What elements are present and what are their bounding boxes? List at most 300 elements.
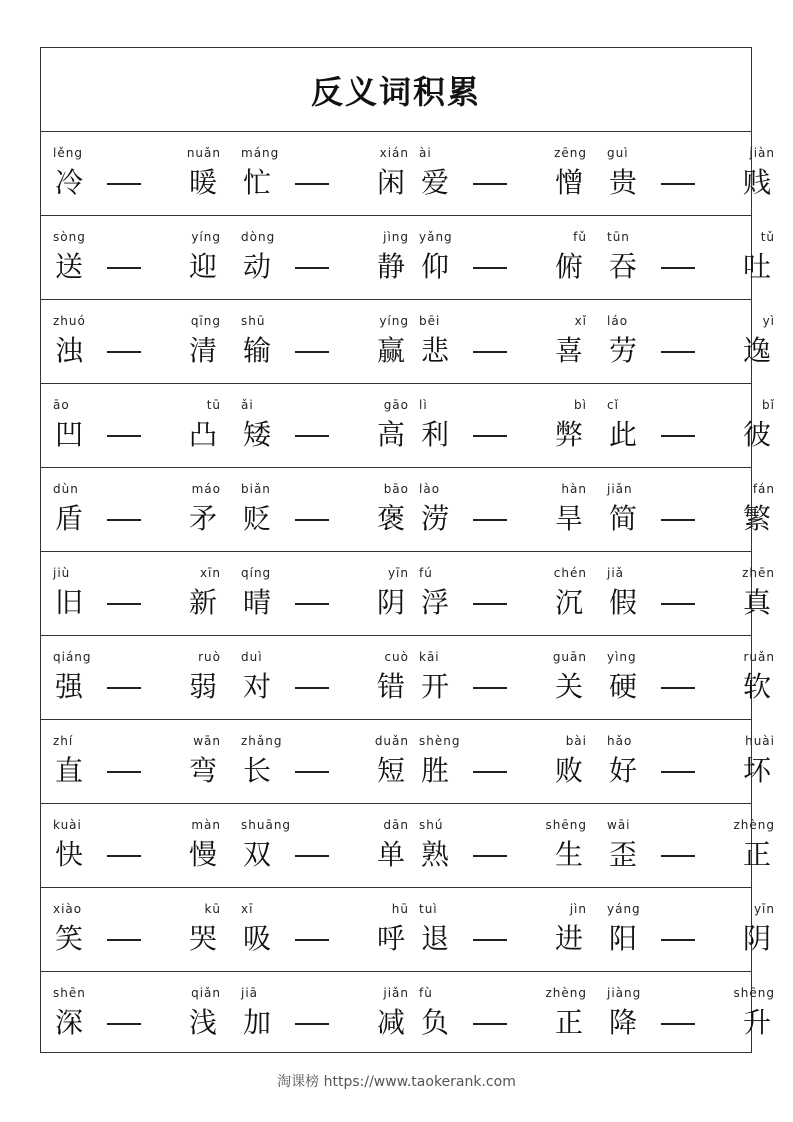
hanzi-character: 强 [54, 670, 83, 703]
hanzi-character: 胜 [420, 754, 449, 787]
pinyin-label: dān [383, 818, 409, 832]
hanzi-character: 清 [188, 334, 217, 367]
pinyin-label: shuāng [241, 818, 292, 832]
pinyin-label: yì [762, 314, 775, 328]
antonym-pair [47, 720, 225, 803]
hanzi-character: 动 [242, 250, 271, 283]
antonym-pair [601, 888, 779, 971]
right-word [369, 468, 413, 551]
right-word [735, 720, 779, 803]
antonym-row [41, 300, 775, 384]
pinyin-label: zhǎng [241, 734, 283, 748]
hanzi-character: 此 [608, 418, 637, 451]
hanzi-character: 输 [242, 334, 271, 367]
left-word [235, 552, 279, 635]
hanzi-character: 阳 [608, 922, 637, 955]
pinyin-label: zhèng [545, 986, 587, 1000]
pinyin-label: jiàn [749, 146, 775, 160]
pinyin-label: ǎi [241, 398, 254, 412]
pinyin-label: máo [191, 482, 221, 496]
pinyin-label: zēng [554, 146, 587, 160]
left-word [601, 888, 645, 971]
antonym-pair [413, 552, 591, 635]
right-word [735, 384, 779, 467]
pinyin-label: bēi [419, 314, 441, 328]
pinyin-label: sòng [53, 230, 86, 244]
hanzi-character: 升 [742, 1006, 771, 1039]
hanzi-character: 高 [376, 418, 405, 451]
left-word [413, 468, 457, 551]
antonym-pair [47, 132, 225, 215]
hanzi-character: 浊 [54, 334, 83, 367]
right-word [547, 636, 591, 719]
right-word [369, 300, 413, 383]
pinyin-label: zhēn [742, 566, 775, 580]
pinyin-label: wāi [607, 818, 631, 832]
pinyin-label: huài [745, 734, 775, 748]
hanzi-character: 吸 [242, 922, 271, 955]
left-word [47, 132, 91, 215]
hanzi-character: 贬 [242, 502, 271, 535]
dash-separator [107, 804, 141, 887]
pinyin-label: yīn [387, 566, 409, 580]
dash-separator [473, 636, 507, 719]
pinyin-label: hǎo [607, 734, 633, 748]
dash-separator [661, 384, 695, 467]
hanzi-character: 劳 [608, 334, 637, 367]
hanzi-character: 对 [242, 670, 271, 703]
pinyin-label: qiǎn [191, 986, 221, 1000]
antonym-pair [235, 888, 413, 971]
pinyin-label: bǐ [762, 398, 775, 412]
left-word [47, 552, 91, 635]
dash-separator [473, 804, 507, 887]
dash-separator [295, 468, 329, 551]
antonym-pair [601, 636, 779, 719]
antonym-pair [413, 720, 591, 803]
pinyin-label: xǐ [574, 314, 587, 328]
hanzi-character: 错 [376, 670, 405, 703]
pinyin-label: gāo [383, 398, 409, 412]
dash-separator [107, 468, 141, 551]
antonym-pair [601, 552, 779, 635]
dash-separator [661, 216, 695, 299]
dash-separator [661, 972, 695, 1055]
left-word [47, 300, 91, 383]
hanzi-character: 深 [54, 1006, 83, 1039]
left-word [235, 300, 279, 383]
hanzi-character: 繁 [742, 502, 771, 535]
hanzi-character: 败 [554, 754, 583, 787]
hanzi-character: 长 [242, 754, 271, 787]
right-word [547, 972, 591, 1055]
antonym-pair [601, 468, 779, 551]
hanzi-character: 冷 [54, 166, 83, 199]
dash-separator [295, 720, 329, 803]
pinyin-label: xī [241, 902, 254, 916]
antonym-row [41, 468, 775, 552]
pinyin-label: ruò [198, 650, 221, 664]
left-word [601, 132, 645, 215]
antonym-pair [47, 300, 225, 383]
right-word [369, 132, 413, 215]
antonym-row [41, 216, 775, 300]
right-word [735, 636, 779, 719]
antonym-row [41, 384, 775, 468]
antonym-pair [235, 468, 413, 551]
pinyin-label: kuài [53, 818, 82, 832]
hanzi-character: 直 [54, 754, 83, 787]
pinyin-label: lěng [53, 146, 83, 160]
hanzi-character: 加 [242, 1006, 271, 1039]
hanzi-character: 仰 [420, 250, 449, 283]
worksheet [40, 47, 775, 1053]
left-word [601, 468, 645, 551]
hanzi-character: 俯 [554, 250, 583, 283]
pinyin-label: yìng [607, 650, 637, 664]
hanzi-character: 单 [376, 838, 405, 871]
left-word [413, 720, 461, 803]
hanzi-character: 减 [376, 1006, 405, 1039]
pinyin-label: bāo [383, 482, 409, 496]
hanzi-character: 闲 [376, 166, 405, 199]
antonym-grid [41, 132, 775, 1055]
left-word [47, 888, 91, 971]
left-word [47, 384, 91, 467]
pinyin-label: máng [241, 146, 280, 160]
hanzi-character: 褒 [376, 502, 405, 535]
pinyin-label: yáng [607, 902, 641, 916]
hanzi-character: 逸 [742, 334, 771, 367]
left-word [47, 216, 91, 299]
right-word [369, 384, 413, 467]
right-word [547, 888, 591, 971]
antonym-pair [601, 216, 779, 299]
left-word [601, 720, 645, 803]
hanzi-character: 忙 [242, 166, 271, 199]
dash-separator [661, 636, 695, 719]
pinyin-label: jìng [383, 230, 409, 244]
footer-watermark: 淘课榜 https://www.taokerank.com [277, 1074, 516, 1090]
pinyin-label: jiǎn [383, 986, 409, 1000]
antonym-pair [413, 216, 591, 299]
right-word [369, 804, 413, 887]
pinyin-label: zhí [53, 734, 74, 748]
pinyin-label: jiǎn [607, 482, 633, 496]
pinyin-label: tuì [419, 902, 438, 916]
pinyin-label: qíng [241, 566, 272, 580]
pinyin-label: lào [419, 482, 441, 496]
left-word [47, 468, 91, 551]
left-word [47, 804, 91, 887]
left-word [413, 132, 457, 215]
left-word [601, 552, 645, 635]
hanzi-character: 关 [554, 670, 583, 703]
dash-separator [661, 804, 695, 887]
left-word [235, 720, 283, 803]
antonym-pair [47, 888, 225, 971]
antonym-pair [235, 216, 413, 299]
hanzi-character: 软 [742, 670, 771, 703]
dash-separator [473, 972, 507, 1055]
right-word [181, 720, 225, 803]
hanzi-character: 慢 [188, 838, 217, 871]
pinyin-label: nuǎn [186, 146, 221, 160]
right-word [735, 132, 779, 215]
antonym-pair [601, 804, 779, 887]
dash-separator [295, 216, 329, 299]
right-word [735, 468, 779, 551]
right-word [181, 384, 225, 467]
dash-separator [295, 972, 329, 1055]
hanzi-character: 贵 [608, 166, 637, 199]
pinyin-label: jiā [241, 986, 259, 1000]
pinyin-label: shū [241, 314, 266, 328]
right-word [181, 804, 225, 887]
right-word [369, 888, 413, 971]
left-word [235, 468, 279, 551]
dash-separator [661, 132, 695, 215]
antonym-pair [235, 300, 413, 383]
left-word [601, 300, 645, 383]
left-word [235, 636, 279, 719]
antonym-pair [413, 972, 591, 1055]
right-word [547, 720, 591, 803]
antonym-row [41, 972, 775, 1055]
dash-separator [661, 468, 695, 551]
pinyin-label: ruǎn [743, 650, 775, 664]
hanzi-character: 降 [608, 1006, 637, 1039]
pinyin-label: tūn [607, 230, 630, 244]
hanzi-character: 迎 [188, 250, 217, 283]
pinyin-label: zhuó [53, 314, 86, 328]
dash-separator [473, 720, 507, 803]
dash-separator [107, 132, 141, 215]
hanzi-character: 开 [420, 670, 449, 703]
right-word [181, 468, 225, 551]
left-word [413, 804, 457, 887]
hanzi-character: 真 [742, 586, 771, 619]
antonym-pair [47, 216, 225, 299]
dash-separator [107, 300, 141, 383]
dash-separator [107, 552, 141, 635]
hanzi-character: 涝 [420, 502, 449, 535]
hanzi-character: 送 [54, 250, 83, 283]
dash-separator [295, 384, 329, 467]
dash-separator [295, 132, 329, 215]
right-word [547, 468, 591, 551]
hanzi-character: 正 [554, 1006, 583, 1039]
hanzi-character: 晴 [242, 586, 271, 619]
pinyin-label: lì [419, 398, 428, 412]
pinyin-label: shēng [545, 818, 587, 832]
pinyin-label: shèng [419, 734, 461, 748]
pinyin-label: yǎng [419, 230, 453, 244]
antonym-pair [413, 300, 591, 383]
antonym-row [41, 636, 775, 720]
left-word [601, 804, 645, 887]
left-word [235, 132, 279, 215]
left-word [601, 636, 645, 719]
antonym-pair [235, 972, 413, 1055]
antonym-pair [47, 552, 225, 635]
hanzi-character: 赢 [376, 334, 405, 367]
right-word [181, 216, 225, 299]
right-word [547, 216, 591, 299]
pinyin-label: jìn [569, 902, 587, 916]
antonym-row [41, 552, 775, 636]
dash-separator [107, 972, 141, 1055]
hanzi-character: 进 [554, 922, 583, 955]
right-word [181, 888, 225, 971]
hanzi-character: 假 [608, 586, 637, 619]
hanzi-character: 浮 [420, 586, 449, 619]
pinyin-label: ài [419, 146, 432, 160]
pinyin-label: shēng [733, 986, 775, 1000]
left-word [413, 300, 457, 383]
right-word [735, 216, 779, 299]
hanzi-character: 硬 [608, 670, 637, 703]
left-word [235, 888, 279, 971]
right-word [735, 972, 779, 1055]
pinyin-label: fán [752, 482, 775, 496]
hanzi-character: 弱 [188, 670, 217, 703]
hanzi-character: 吐 [742, 250, 771, 283]
pinyin-label: duǎn [374, 734, 409, 748]
pinyin-label: chén [553, 566, 587, 580]
left-word [47, 972, 91, 1055]
antonym-pair [601, 720, 779, 803]
antonym-row [41, 720, 775, 804]
hanzi-character: 正 [742, 838, 771, 871]
right-word [369, 720, 413, 803]
pinyin-label: hàn [561, 482, 587, 496]
right-word [547, 300, 591, 383]
dash-separator [107, 888, 141, 971]
pinyin-label: yíng [191, 230, 221, 244]
antonym-pair [601, 300, 779, 383]
antonym-pair [413, 468, 591, 551]
dash-separator [295, 888, 329, 971]
pinyin-label: jiǎ [607, 566, 625, 580]
hanzi-character: 歪 [608, 838, 637, 871]
hanzi-character: 盾 [54, 502, 83, 535]
pinyin-label: bài [565, 734, 587, 748]
pinyin-label: xiào [53, 902, 83, 916]
left-word [413, 552, 457, 635]
hanzi-character: 沉 [554, 586, 583, 619]
hanzi-character: 负 [420, 1006, 449, 1039]
pinyin-label: xián [379, 146, 409, 160]
pinyin-label: màn [191, 818, 221, 832]
title-row [41, 48, 751, 132]
antonym-pair [413, 384, 591, 467]
left-word [235, 384, 279, 467]
right-word [547, 384, 591, 467]
left-word [601, 384, 645, 467]
pinyin-label: zhèng [733, 818, 775, 832]
antonym-pair [47, 636, 225, 719]
dash-separator [107, 636, 141, 719]
antonym-pair [601, 132, 779, 215]
antonym-pair [601, 384, 779, 467]
left-word [235, 972, 279, 1055]
pinyin-label: cuò [384, 650, 409, 664]
dash-separator [295, 636, 329, 719]
dash-separator [107, 216, 141, 299]
left-word [413, 972, 457, 1055]
hanzi-character: 矛 [188, 502, 217, 535]
pinyin-label: fú [419, 566, 433, 580]
antonym-pair [235, 384, 413, 467]
pinyin-label: jiàng [607, 986, 642, 1000]
hanzi-character: 呼 [376, 922, 405, 955]
hanzi-character: 简 [608, 502, 637, 535]
antonym-row [41, 804, 775, 888]
pinyin-label: bì [574, 398, 587, 412]
hanzi-character: 弯 [188, 754, 217, 787]
dash-separator [295, 804, 329, 887]
hanzi-character: 暖 [188, 166, 217, 199]
pinyin-label: fǔ [573, 230, 587, 244]
antonym-pair [235, 552, 413, 635]
antonym-row [41, 132, 775, 216]
dash-separator [473, 888, 507, 971]
left-word [601, 972, 645, 1055]
pinyin-label: guān [552, 650, 587, 664]
pinyin-label: qiáng [53, 650, 92, 664]
hanzi-character: 旱 [554, 502, 583, 535]
pinyin-label: guì [607, 146, 629, 160]
pinyin-label: āo [53, 398, 70, 412]
antonym-pair [235, 804, 413, 887]
left-word [47, 720, 91, 803]
antonym-pair [47, 804, 225, 887]
right-word [369, 216, 413, 299]
hanzi-character: 爱 [420, 166, 449, 199]
antonym-pair [413, 132, 591, 215]
right-word [735, 804, 779, 887]
hanzi-character: 彼 [742, 418, 771, 451]
pinyin-label: tǔ [760, 230, 775, 244]
left-word [235, 804, 292, 887]
page-title: 反义词积累 [310, 72, 481, 111]
hanzi-character: 退 [420, 922, 449, 955]
pinyin-label: shēn [53, 986, 86, 1000]
hanzi-character: 熟 [420, 838, 449, 871]
dash-separator [473, 552, 507, 635]
antonym-pair [601, 972, 779, 1055]
pinyin-label: duì [241, 650, 263, 664]
left-word [413, 888, 457, 971]
hanzi-character: 凹 [54, 418, 83, 451]
hanzi-character: 吞 [608, 250, 637, 283]
dash-separator [661, 720, 695, 803]
pinyin-label: biǎn [241, 482, 271, 496]
hanzi-character: 新 [188, 586, 217, 619]
pinyin-label: shú [419, 818, 444, 832]
hanzi-character: 笑 [54, 922, 83, 955]
pinyin-label: kū [204, 902, 221, 916]
dash-separator [473, 300, 507, 383]
pinyin-label: láo [607, 314, 629, 328]
pinyin-label: jiù [53, 566, 71, 580]
hanzi-character: 阴 [376, 586, 405, 619]
hanzi-character: 弊 [554, 418, 583, 451]
pinyin-label: kāi [419, 650, 440, 664]
hanzi-character: 凸 [188, 418, 217, 451]
dash-separator [473, 468, 507, 551]
